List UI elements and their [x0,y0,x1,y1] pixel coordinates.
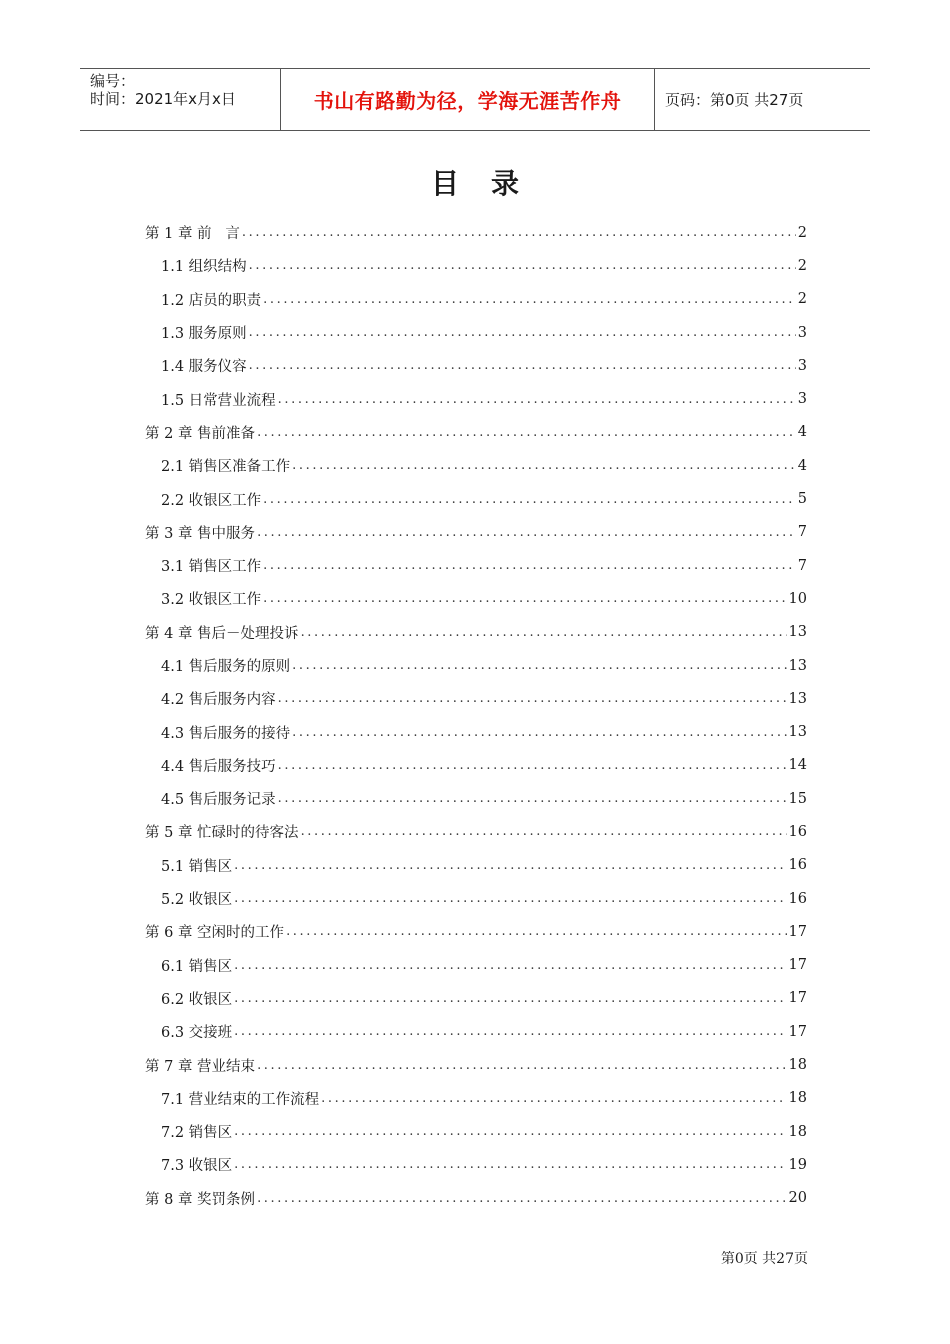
toc-dot-leader [249,358,796,373]
toc-entry-page: 19 [788,1156,807,1173]
toc-section-entry[interactable] [145,382,807,415]
toc-dot-leader [263,492,796,507]
toc-section-entry[interactable] [145,283,807,316]
toc-dot-leader [278,392,796,407]
toc-entry-title: 第 8 章 奖罚条例 [145,1191,256,1208]
toc-entry-page: 13 [788,724,807,741]
toc-entry-page: 16 [788,890,807,907]
toc-chapter-entry[interactable] [145,815,807,848]
toc-entry-title: 4.3 售后服务的接待 [161,725,291,742]
serial-label: 编号： [90,72,136,90]
toc-section-entry[interactable] [145,1015,807,1048]
toc-entry-title: 6.2 收银区 [161,991,233,1008]
toc-entry-title: 6.3 交接班 [161,1025,233,1042]
toc-section-entry[interactable] [145,982,807,1015]
toc-section-entry[interactable] [145,449,807,482]
toc-section-entry[interactable] [145,882,807,915]
toc-dot-leader [234,1024,786,1039]
toc-entry-title: 4.4 售后服务技巧 [161,758,276,775]
toc-entry-title: 4.5 售后服务记录 [161,792,276,809]
toc-dot-leader [292,725,786,740]
toc-section-entry[interactable] [145,1082,807,1115]
toc-dot-leader [242,225,796,240]
toc-entry-title: 6.1 销售区 [161,958,233,975]
toc-entry-title: 1.1 组织结构 [161,259,247,276]
toc-entry-page: 16 [788,823,807,840]
toc-entry-title: 3.2 收银区工作 [161,592,262,609]
toc-chapter-entry[interactable] [145,1182,807,1215]
toc-entry-page: 4 [797,424,807,441]
toc-entry-page: 3 [797,324,807,341]
toc-dot-leader [257,525,796,540]
toc-entry-page: 7 [797,524,807,541]
toc-dot-leader [278,791,787,806]
toc-dot-leader [278,758,787,773]
toc-dot-leader [292,458,796,473]
header-motto: 书山有路勤为径，学海无涯苦作舟 [281,69,655,130]
toc-entry-page: 15 [788,790,807,807]
toc-entry-title: 1.4 服务仪容 [161,359,247,376]
toc-section-entry[interactable] [145,349,807,382]
toc-entry-title: 7.1 营业结束的工作流程 [161,1091,320,1108]
toc-chapter-entry[interactable] [145,216,807,249]
toc-entry-page: 4 [797,457,807,474]
toc-entry-page: 17 [788,957,807,974]
toc-dot-leader [257,425,796,440]
toc-entry-title: 4.2 售后服务内容 [161,692,276,709]
toc-entry-title: 第 3 章 售中服务 [145,525,256,542]
toc-entry-page: 17 [788,923,807,940]
toc-entry-title: 3.1 销售区工作 [161,559,262,576]
toc-entry-title: 第 1 章 前 言 [145,226,240,243]
toc-section-entry[interactable] [145,1115,807,1148]
toc-entry-page: 2 [797,291,807,308]
toc-entry-page: 2 [797,224,807,241]
toc-section-entry[interactable] [145,949,807,982]
toc-entry-page: 14 [788,757,807,774]
toc-entry-title: 5.1 销售区 [161,858,233,875]
toc-dot-leader [301,824,787,839]
toc-section-entry[interactable] [145,649,807,682]
page-header [80,68,870,131]
toc-section-entry[interactable] [145,1148,807,1181]
toc-entry-page: 18 [788,1090,807,1107]
toc-entry-title: 第 5 章 忙碌时的待客法 [145,825,299,842]
toc-entry-title: 第 2 章 售前准备 [145,425,256,442]
toc-section-entry[interactable] [145,549,807,582]
toc-chapter-entry[interactable] [145,516,807,549]
toc-dot-leader [257,1191,786,1206]
toc-section-entry[interactable] [145,749,807,782]
toc-entry-page: 18 [788,1123,807,1140]
header-page-info: 页码：第0页 共27页 [665,91,804,109]
toc-dot-leader [286,924,786,939]
toc-section-entry[interactable] [145,849,807,882]
toc-section-entry[interactable] [145,682,807,715]
time-label: 时间：2021年x月x日 [90,90,236,108]
toc-dot-leader [234,1124,786,1139]
toc-entry-title: 1.3 服务原则 [161,326,247,343]
toc-entry-page: 20 [788,1190,807,1207]
toc-entry-title: 2.1 销售区准备工作 [161,459,291,476]
page-title: 目录 [430,167,551,200]
toc-entry-page: 18 [788,1057,807,1074]
toc-entry-title: 2.2 收银区工作 [161,492,262,509]
toc-section-entry[interactable] [145,715,807,748]
toc-entry-page: 3 [797,391,807,408]
toc-section-entry[interactable] [145,249,807,282]
toc-chapter-entry[interactable] [145,915,807,948]
footer-page-info: 第0页 共27页 [720,1251,808,1267]
toc-dot-leader [249,325,796,340]
toc-dot-leader [278,691,787,706]
toc-entry-page: 17 [788,990,807,1007]
toc-entry-page: 13 [788,657,807,674]
toc-entry-title: 第 4 章 售后－处理投诉 [145,625,299,642]
toc-entry-title: 7.2 销售区 [161,1125,233,1142]
toc-dot-leader [249,258,796,273]
toc-entry-page: 17 [788,1023,807,1040]
toc-chapter-entry[interactable] [145,616,807,649]
toc-dot-leader [234,858,786,873]
header-meta [80,69,281,130]
toc-entry-title: 7.3 收银区 [161,1158,233,1175]
toc-dot-leader [292,658,786,673]
toc-section-entry[interactable] [145,582,807,615]
toc-entry-title: 1.2 店员的职责 [161,292,262,309]
toc-section-entry[interactable] [145,782,807,815]
table-of-contents [145,216,807,1215]
toc-entry-page: 7 [797,557,807,574]
toc-entry-page: 2 [797,257,807,274]
toc-dot-leader [234,991,786,1006]
toc-dot-leader [263,292,796,307]
toc-entry-page: 10 [788,590,807,607]
toc-dot-leader [234,958,786,973]
toc-entry-title: 4.1 售后服务的原则 [161,659,291,675]
toc-entry-title: 1.5 日常营业流程 [161,392,276,409]
toc-dot-leader [263,558,796,573]
toc-entry-page: 3 [797,357,807,374]
toc-entry-page: 13 [788,690,807,707]
toc-dot-leader [234,1157,786,1172]
toc-dot-leader [321,1091,786,1106]
toc-section-entry[interactable] [145,316,807,349]
toc-dot-leader [234,891,786,906]
toc-chapter-entry[interactable] [145,1048,807,1081]
toc-chapter-entry[interactable] [145,416,807,449]
toc-dot-leader [301,625,787,640]
toc-entry-title: 5.2 收银区 [161,892,233,909]
toc-entry-title: 第 7 章 营业结束 [145,1058,256,1075]
toc-entry-title: 第 6 章 空闲时的工作 [145,925,285,942]
toc-section-entry[interactable] [145,482,807,515]
toc-dot-leader [257,1058,786,1073]
toc-entry-page: 13 [788,624,807,641]
toc-entry-page: 16 [788,857,807,874]
toc-dot-leader [263,591,786,606]
toc-entry-page: 5 [797,491,807,508]
